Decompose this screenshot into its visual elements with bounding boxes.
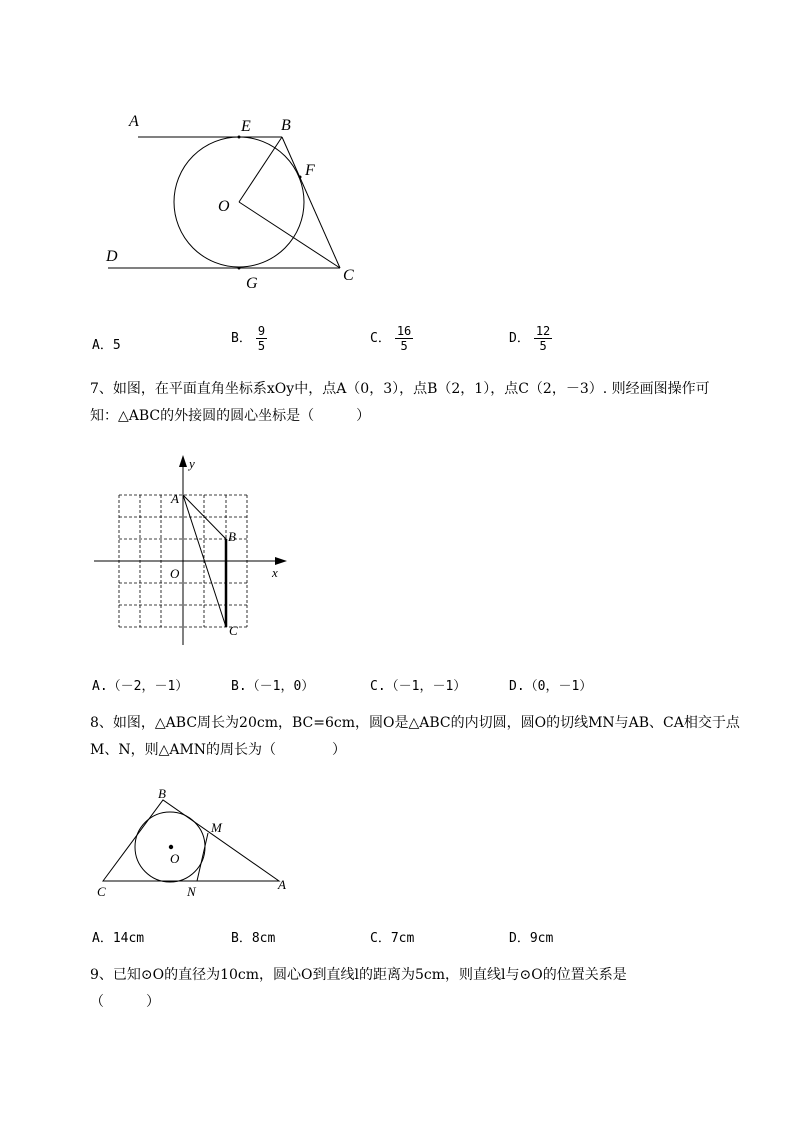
label-C: C: [229, 623, 238, 638]
tangent-MN: [197, 833, 208, 881]
q8-option-a: A．14cm: [92, 931, 145, 946]
label-N: N: [187, 884, 196, 899]
label-x: x: [272, 565, 278, 580]
label-B: B: [281, 117, 291, 134]
question-9-line-2: （ ）: [90, 994, 160, 1010]
label-C: C: [343, 267, 354, 284]
q7-option-d: D.（0，－1）: [509, 679, 593, 694]
question-8-line-1: 8、如图，△ABC周长为20cm，BC=6cm，圆O是△ABC的内切圆，圆O的切线MN与AB、CA相交于点: [90, 715, 740, 731]
question-7-line-1: 7、如图，在平面直角坐标系xOy中，点A（0，3），点B（2，1），点C（2，－3）. 则经画图操作可: [90, 381, 710, 397]
label-y: y: [189, 456, 195, 471]
label-O: O: [170, 566, 180, 581]
label-F: F: [305, 162, 315, 179]
label-O: O: [218, 198, 230, 215]
label-A: A: [278, 877, 286, 892]
fraction-denominator: 5: [539, 339, 547, 353]
label-E: E: [241, 118, 251, 135]
label-G: G: [246, 275, 258, 292]
label-A: A: [171, 491, 179, 506]
fraction-numerator: 16: [396, 324, 412, 338]
option-value: 5: [112, 338, 121, 353]
question-7-line-2: 知：△ABC的外接圆的圆心坐标是（ ）: [90, 408, 371, 424]
question-8-line-2: M、N，则△AMN的周长为（ ）: [90, 742, 347, 758]
option-letter: B．: [231, 331, 252, 346]
label-A: A: [129, 113, 139, 130]
question-9-line-1: 9、已知⊙O的直径为10cm，圆心O到直线l的距离为5cm，则直线l与⊙O的位置关系是: [90, 967, 627, 983]
fraction-denominator: 5: [400, 339, 408, 353]
q8-option-d: D．9cm: [509, 931, 554, 946]
q8-option-c: C．7cm: [370, 931, 415, 946]
option-letter: A．: [92, 338, 113, 353]
label-O: O: [170, 851, 180, 866]
q7-option-b: B.（－1，0）: [231, 679, 315, 694]
triangle-ABC: [103, 800, 279, 881]
q7-option-c: C.（－1，－1）: [370, 679, 467, 694]
label-M: M: [211, 820, 222, 835]
fraction-numerator: 12: [535, 324, 551, 338]
q8-option-b: B．8cm: [231, 931, 276, 946]
question-9: [90, 962, 750, 1016]
center-point-O: [169, 845, 173, 849]
option-letter: C．: [370, 331, 391, 346]
label-D: D: [106, 248, 118, 265]
fraction-numerator: 9: [257, 324, 266, 338]
label-B: B: [158, 786, 166, 801]
label-B: B: [228, 529, 236, 544]
q7-option-a: A.（－2，－1）: [92, 679, 189, 694]
fraction-denominator: 5: [257, 339, 266, 353]
label-C: C: [97, 884, 106, 899]
option-letter: D．: [509, 331, 530, 346]
